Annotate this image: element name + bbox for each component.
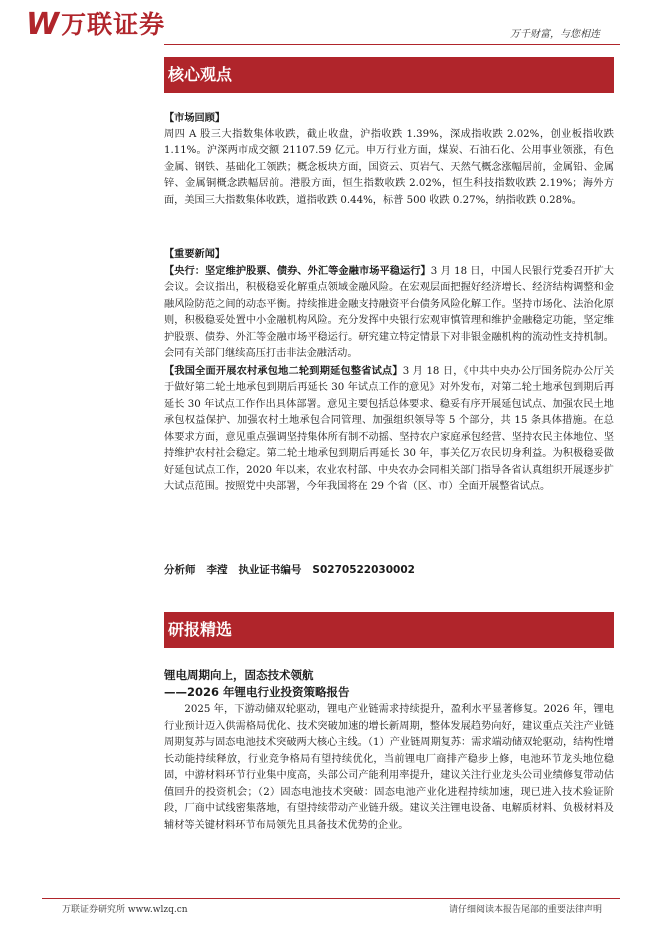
news-tag: 【重要新闻】 xyxy=(164,248,226,260)
news-item-2 xyxy=(164,363,614,496)
analyst-name: 李滢 xyxy=(206,564,228,576)
news-item-1 xyxy=(164,263,614,363)
company-logo[interactable] xyxy=(26,8,165,42)
cert-label: 执业证书编号 xyxy=(238,564,302,576)
important-news xyxy=(164,246,614,496)
cert-number: S0270522030002 xyxy=(312,564,415,576)
footer-divider xyxy=(42,898,620,899)
article-subtitle: ——2026 年锂电行业投资策略报告 xyxy=(164,685,350,699)
section-title-research: 研报精选 xyxy=(164,612,614,648)
article-text: 2025 年，下游动储双轮驱动，锂电产业链需求持续提升，盈利水平显著修复。2026 年，锂电行业预计迈入供需格局优化、技术突破加速的增长新周期，整体发展趋势向好，建议重点关注产业链周期复苏与固态电池技术突破两大核心主线。（1）产业链周期复苏：需求端动储双轮驱动，结构性增长动能持续释放，行业竞争格局有望持续优化，当前锂电厂商排产稳步上修，电池环节龙头地位稳固，中游材料环节行业集中度高，头部公司产能利用率提升，建议关注行业龙头公司业绩修复带动估值回升的投资机会；（2）固态电池技术突破：固态电池产业化进程持续加速，现已进入技术验证阶段，厂商中试线密集落地，有望持续带动产业链升级。建议关注锂电设备、电解质材料、负极材料及辅材等关键材料环节布局领先且具备技术优势的企业。 xyxy=(164,704,614,831)
section-title-core: 核心观点 xyxy=(164,57,614,93)
analyst-line xyxy=(164,562,415,577)
news-item-2-title: 【我国全面开展农村承包地二轮到期延包整省试点】 xyxy=(164,364,403,377)
header-slogan: 万千财富，与您相连 xyxy=(510,29,600,40)
logo-mark: W xyxy=(26,7,58,42)
analyst-label: 分析师 xyxy=(164,564,196,576)
article-body xyxy=(164,702,614,834)
article-title[interactable]: 锂电周期向上，固态技术领航 xyxy=(164,668,314,682)
header-divider xyxy=(164,44,620,45)
logo-text: 万联证券 xyxy=(61,10,166,39)
news-item-2-text: 3 月 18 日，《中共中央办公厅国务院办公厅关于做好第二轮土地承包到期后再延长 30 年试点工作的意见》对外发布，对第二轮土地承包到期后再延长 30 年试点工作作出具体部署。意见主要包括总体要求、稳妥有序开展延包试点、加强农民土地承包权益保护、加强农村土地承包合同管理、加强组织领导等 5 个部分，共 15 条具体措施。在总体要求方面，意见重点强调坚持集体所有制不动摇、坚持农户家庭承包经营、坚持农民主体地位、坚持维护农村社会稳定。第二轮土地承包到期后再延长 30 年，事关亿万农民切身利益。为积极稳妥做好延包试点工作，2020 年以来，农业农村部、中央农办会同相关部门指导各省认真组织开展逐步扩大试点范围。按照党中央部署，今年我国将在 29 个省（区、市）全面开展整省试点。 xyxy=(164,365,615,492)
news-item-1-text: 3 月 18 日，中国人民银行党委召开扩大会议。会议指出，积极稳妥化解重点领域金融风险。在宏观层面把握好经济增长、经济结构调整和金融风险防范之间的动态平衡。持续推进金融支持融资平台债务风险化解工作。坚持市场化、法治化原则，积极稳妥处置中小金融机构风险。充分发挥中央银行宏观审慎管理和维护金融稳定功能，坚定维护股票、债券、外汇等金融市场平稳运行。研究建立特定情景下对非银金融机构的流动性支持机制。会同有关部门继续高压打击非法金融活动。 xyxy=(164,265,614,359)
market-review xyxy=(164,110,614,209)
page-header xyxy=(0,0,662,48)
footer-disclaimer: 请仔细阅读本报告尾部的重要法律声明 xyxy=(448,905,602,915)
market-review-tag: 【市场回顾】 xyxy=(164,112,226,124)
footer-source: 万联证券研究所 www.wlzq.cn xyxy=(62,905,188,915)
market-review-text: 周四 A 股三大指数集体收跌，截止收盘，沪指收跌 1.39%，深成指收跌 2.02%，创业板指收跌 1.11%。沪深两市成交额 21107.59 亿元。申万行业方面，煤炭、石油石化、公用事业领涨，有色金属、钢铁、基础化工领跌；概念板块方面，国资云、页岩气、天然气概念涨幅居前，金属铅、金属锌、金属铜概念跌幅居前。港股方面，恒生指数收跌 2.02%，恒生科技指数收跌 2.19%；海外方面，美国三大指数集体收跌，道指收跌 0.44%，标普 500 收跌 0.27%，纳指收跌 0.28%。 xyxy=(164,128,614,206)
news-item-1-title: 【央行：坚定维护股票、债券、外汇等金融市场平稳运行】 xyxy=(164,264,431,277)
